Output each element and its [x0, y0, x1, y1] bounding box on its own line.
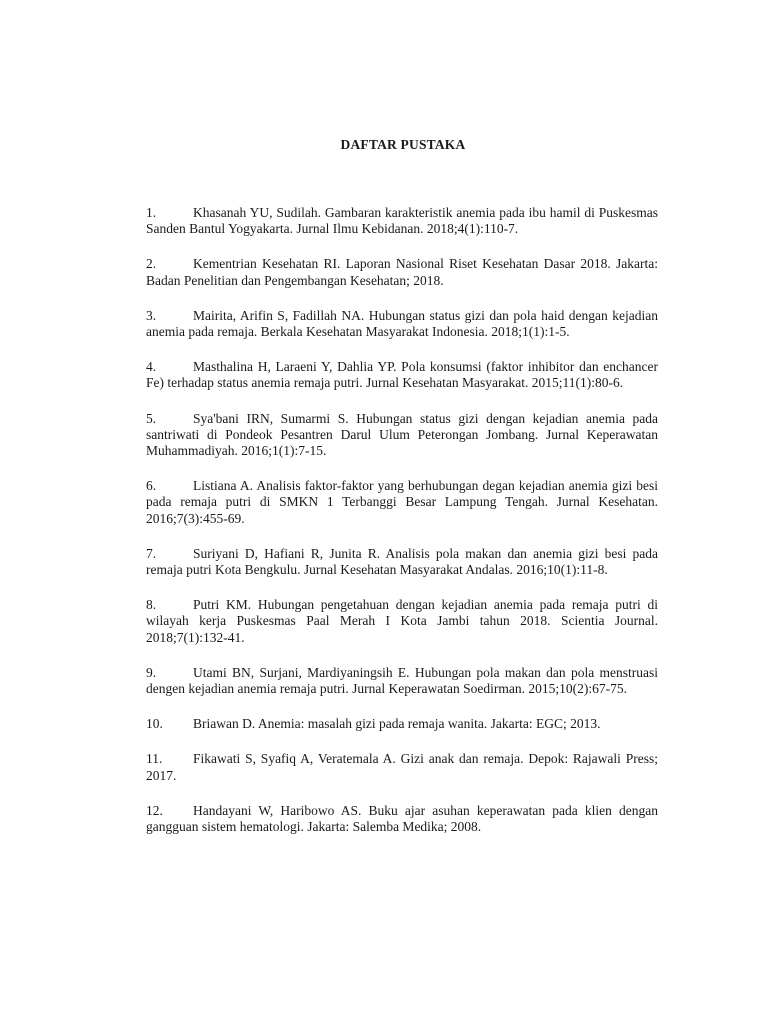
- reference-item: [146, 359, 658, 391]
- reference-number: 7.: [146, 545, 157, 561]
- reference-item: [146, 308, 658, 340]
- reference-number: 3.: [146, 307, 157, 323]
- reference-number: 1.: [146, 205, 157, 220]
- reference-text: Fikawati S, Syafiq A, Veratemala A. Gizi anak dan remaja. Depok: Rajawali Press; 2017.: [146, 751, 658, 783]
- reference-number: 9.: [146, 664, 157, 680]
- reference-item: [146, 205, 658, 237]
- reference-text: Kementrian Kesehatan RI. Laporan Nasional Riset Kesehatan Dasar 2018. Jakarta: Badan Penelitian dan Pengembangan Kesehatan; 2018.: [146, 256, 658, 288]
- reference-item: [146, 751, 658, 783]
- reference-text: Utami BN, Surjani, Mardiyaningsih E. Hubungan pola makan dan pola menstruasi dengen kejadian anemia remaja putri. Jurnal Keperawatan Soedirman. 2015;10(2):67-75.: [146, 664, 658, 697]
- reference-text: Mairita, Arifin S, Fadillah NA. Hubungan status gizi dan pola haid dengan kejadian anemia pada remaja. Berkala Kesehatan Masyarakat Indonesia. 2018;1(1):1-5.: [146, 307, 658, 340]
- page-title: DAFTAR PUSTAKA: [340, 137, 466, 152]
- reference-number: 8.: [146, 597, 157, 613]
- reference-item: [146, 478, 658, 527]
- reference-text: Suriyani D, Hafiani R, Junita R. Analisis pola makan dan anemia gizi besi pada remaja putri Kota Bengkulu. Jurnal Kesehatan Masyarakat Andalas. 2016;10(1):11-8.: [146, 545, 658, 578]
- reference-number: 11.: [146, 751, 163, 767]
- reference-text: Briawan D. Anemia: masalah gizi pada remaja wanita. Jakarta: EGC; 2013.: [193, 716, 601, 732]
- reference-item: [146, 716, 658, 732]
- reference-text: Listiana A. Analisis faktor-faktor yang berhubungan degan kejadian anemia gizi besi pada remaja putri di SMKN 1 Terbanggi Besar Lampung Tengah. Jurnal Kesehatan. 2016;7(3):455-69.: [146, 478, 658, 526]
- reference-item: [146, 546, 658, 578]
- reference-number: 4.: [146, 359, 157, 375]
- reference-item: [146, 803, 658, 835]
- reference-item: [146, 411, 658, 460]
- reference-text: Masthalina H, Laraeni Y, Dahlia YP. Pola konsumsi (faktor inhibitor dan enchancer Fe) terhadap status anemia remaja putri. Jurnal Kesehatan Masyarakat. 2015;11(1):80-6.: [146, 359, 658, 391]
- reference-item: [146, 597, 658, 646]
- reference-item: [146, 256, 658, 288]
- reference-list: [146, 205, 658, 854]
- reference-number: 5.: [146, 410, 157, 426]
- reference-text: Sya'bani IRN, Sumarmi S. Hubungan status gizi dengan kejadian anemia pada santriwati di Pondeok Pesantren Darul Ulum Peterongan Jombang. Jurnal Keperawatan Muhammadiyah. 2016;1(1):7-15.: [146, 410, 658, 459]
- reference-text: Khasanah YU, Sudilah. Gambaran karakteristik anemia pada ibu hamil di Puskesmas Sanden Bantul Yogyakarta. Jurnal Ilmu Kebidanan. 2018;4(1):110-7.: [146, 205, 658, 237]
- reference-number: 12.: [146, 802, 163, 818]
- reference-number: 2.: [146, 256, 157, 272]
- reference-number: 6.: [146, 478, 157, 494]
- reference-number: 10.: [146, 716, 163, 732]
- reference-text: Handayani W, Haribowo AS. Buku ajar asuhan keperawatan pada klien dengan gangguan sistem hematologi. Jakarta: Salemba Medika; 2008.: [146, 802, 658, 835]
- reference-text: Putri KM. Hubungan pengetahuan dengan kejadian anemia pada remaja putri di wilayah kerja Puskesmas Paal Merah I Kota Jambi tahun 2018. Scientia Journal. 2018;7(1):132-41.: [146, 597, 658, 645]
- reference-item: [146, 665, 658, 697]
